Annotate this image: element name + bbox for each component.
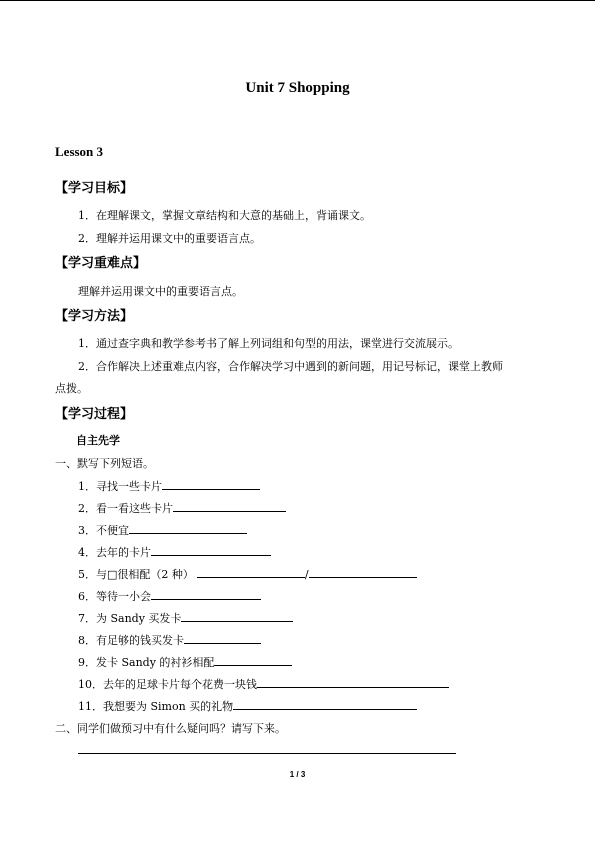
- answer-separator: /: [304, 568, 309, 581]
- phrase-item: 7．为 Sandy 买发卡: [78, 610, 293, 626]
- document-title: Unit 7 Shopping: [245, 80, 350, 96]
- section-heading-methods: 【学习方法】: [55, 309, 134, 324]
- answer-blank[interactable]: [233, 698, 417, 710]
- phrase-item: 11．我想要为 Simon 买的礼物: [78, 698, 417, 714]
- self-study-subheading: 自主先学: [76, 434, 120, 447]
- phrase-item: 2．看一看这些卡片: [78, 500, 286, 516]
- phrase-item: 3．不便宜: [78, 522, 247, 538]
- answer-blank[interactable]: [129, 522, 247, 534]
- answer-line[interactable]: [78, 753, 456, 754]
- goal-item: 2．理解并运用课文中的重要语言点。: [78, 232, 261, 245]
- answer-blank[interactable]: [309, 566, 417, 578]
- method-item: 2．合作解决上述重难点内容，合作解决学习中遇到的新问题，用记号标记，课堂上教师: [78, 360, 503, 373]
- phrase-item: 4．去年的卡片: [78, 544, 271, 560]
- phrase-item: 1．寻找一些卡片: [78, 478, 260, 494]
- key-points-text: 理解并运用课文中的重要语言点。: [78, 285, 243, 298]
- phrase-item: 9．发卡 Sandy 的衬衫相配: [78, 654, 292, 670]
- goal-item: 1．在理解课文，掌握文章结构和大意的基础上，背诵课文。: [78, 209, 371, 222]
- part-one-title: 一、默写下列短语。: [55, 457, 154, 470]
- answer-blank[interactable]: [151, 588, 261, 600]
- answer-blank[interactable]: [257, 676, 449, 688]
- phrase-item: 5．与□很相配（2 种） /: [78, 566, 417, 582]
- lesson-label: Lesson 3: [55, 144, 104, 159]
- answer-blank[interactable]: [173, 500, 286, 512]
- section-heading-process: 【学习过程】: [55, 407, 134, 422]
- method-item-continuation: 点拨。: [55, 382, 88, 395]
- method-item: 1．通过查字典和教学参考书了解上列词组和句型的用法，课堂进行交流展示。: [78, 337, 459, 350]
- page-top-rule: [0, 0, 595, 1]
- answer-blank[interactable]: [181, 610, 293, 622]
- section-heading-key-points: 【学习重难点】: [55, 256, 147, 271]
- part-two-title: 二、同学们做预习中有什么疑问吗？请写下来。: [55, 722, 286, 735]
- answer-blank[interactable]: [197, 566, 305, 578]
- page-number: 1 / 3: [289, 770, 306, 779]
- phrase-item: 8．有足够的钱买发卡: [78, 632, 261, 648]
- phrase-item: 10．去年的足球卡片每个花费一块钱: [78, 676, 449, 692]
- answer-blank[interactable]: [184, 632, 261, 644]
- section-heading-goals: 【学习目标】: [55, 181, 134, 196]
- phrase-item: 6．等待一小会: [78, 588, 261, 604]
- answer-blank[interactable]: [162, 478, 260, 490]
- answer-blank[interactable]: [214, 654, 292, 666]
- answer-blank[interactable]: [151, 544, 271, 556]
